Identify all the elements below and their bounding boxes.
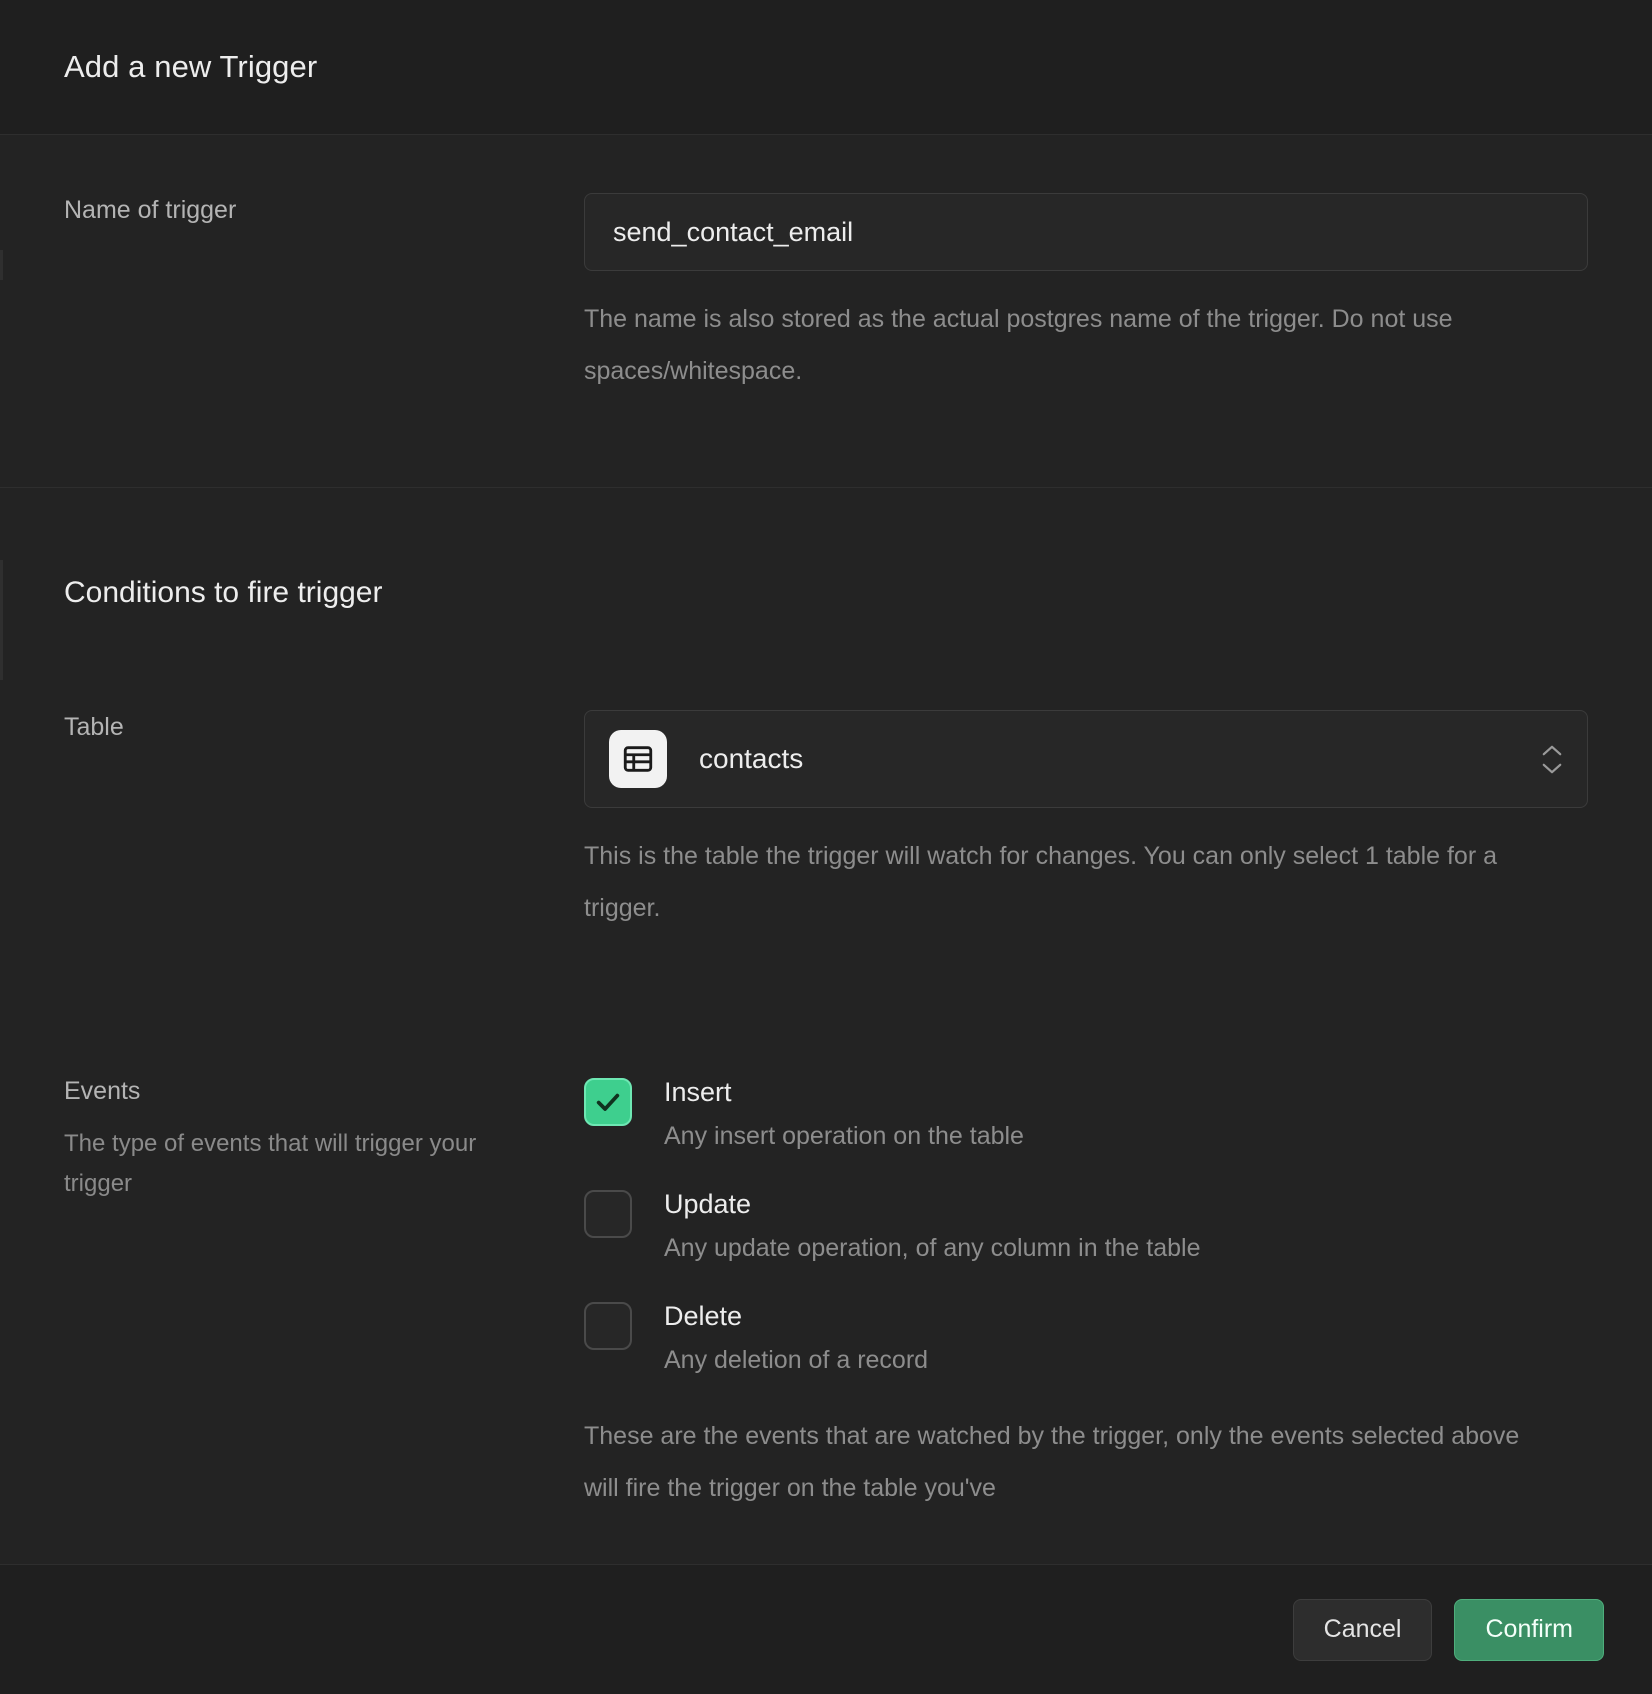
update-description: Any update operation, of any column in the table [664, 1234, 1201, 1262]
delete-description: Any deletion of a record [664, 1346, 929, 1374]
event-option-insert[interactable] [584, 1074, 1588, 1156]
insert-text [664, 1074, 1024, 1156]
insert-checkbox[interactable] [584, 1078, 632, 1126]
event-option-delete[interactable] [584, 1298, 1588, 1380]
conditions-section [0, 488, 1652, 1514]
delete-text [664, 1298, 928, 1380]
table-label-col [64, 710, 584, 744]
events-footnote: These are the events that are watched by the trigger, only the events selected above will fire the trigger on the table you've [584, 1422, 1520, 1502]
chevron-updown-icon [1541, 744, 1563, 775]
table-field-col [584, 710, 1588, 934]
table-icon [609, 730, 667, 788]
trigger-name-label-col [64, 193, 584, 227]
dialog-footer [0, 1564, 1652, 1694]
cancel-button[interactable]: Cancel [1293, 1599, 1433, 1661]
events-field-col [584, 1074, 1588, 1514]
dialog-header [0, 0, 1652, 135]
trigger-name-field-col [584, 193, 1588, 397]
event-option-update[interactable] [584, 1186, 1588, 1268]
confirm-button[interactable]: Confirm [1454, 1599, 1604, 1661]
update-title: Update [664, 1189, 752, 1219]
panel-edge-marker-top [0, 250, 3, 280]
insert-description: Any insert operation on the table [664, 1122, 1024, 1150]
trigger-name-input[interactable] [584, 193, 1588, 271]
delete-title: Delete [664, 1301, 743, 1331]
table-select-value: contacts [699, 743, 804, 774]
trigger-name-helper: The name is also stored as the actual postgres name of the trigger. Do not use spaces/whitespace. [584, 305, 1453, 385]
dialog-body [0, 135, 1652, 1564]
conditions-heading: Conditions to fire trigger [64, 576, 383, 609]
update-checkbox[interactable] [584, 1190, 632, 1238]
table-label: Table [64, 713, 124, 741]
panel-edge-marker-bottom [0, 560, 3, 680]
events-row [64, 1074, 1588, 1514]
table-select[interactable] [584, 710, 1588, 808]
table-helper: This is the table the trigger will watch for changes. You can only select 1 table for a trigger. [584, 842, 1498, 922]
update-text [664, 1186, 1200, 1268]
trigger-name-row [64, 193, 1588, 397]
page-title: Add a new Trigger [64, 49, 318, 84]
events-label: Events [64, 1077, 141, 1105]
table-row [64, 710, 1588, 934]
trigger-name-label: Name of trigger [64, 196, 237, 224]
delete-checkbox[interactable] [584, 1302, 632, 1350]
insert-title: Insert [664, 1077, 732, 1107]
events-sublabel: The type of events that will trigger your trigger [64, 1130, 477, 1197]
events-label-col [64, 1074, 584, 1204]
trigger-name-section [0, 135, 1652, 488]
